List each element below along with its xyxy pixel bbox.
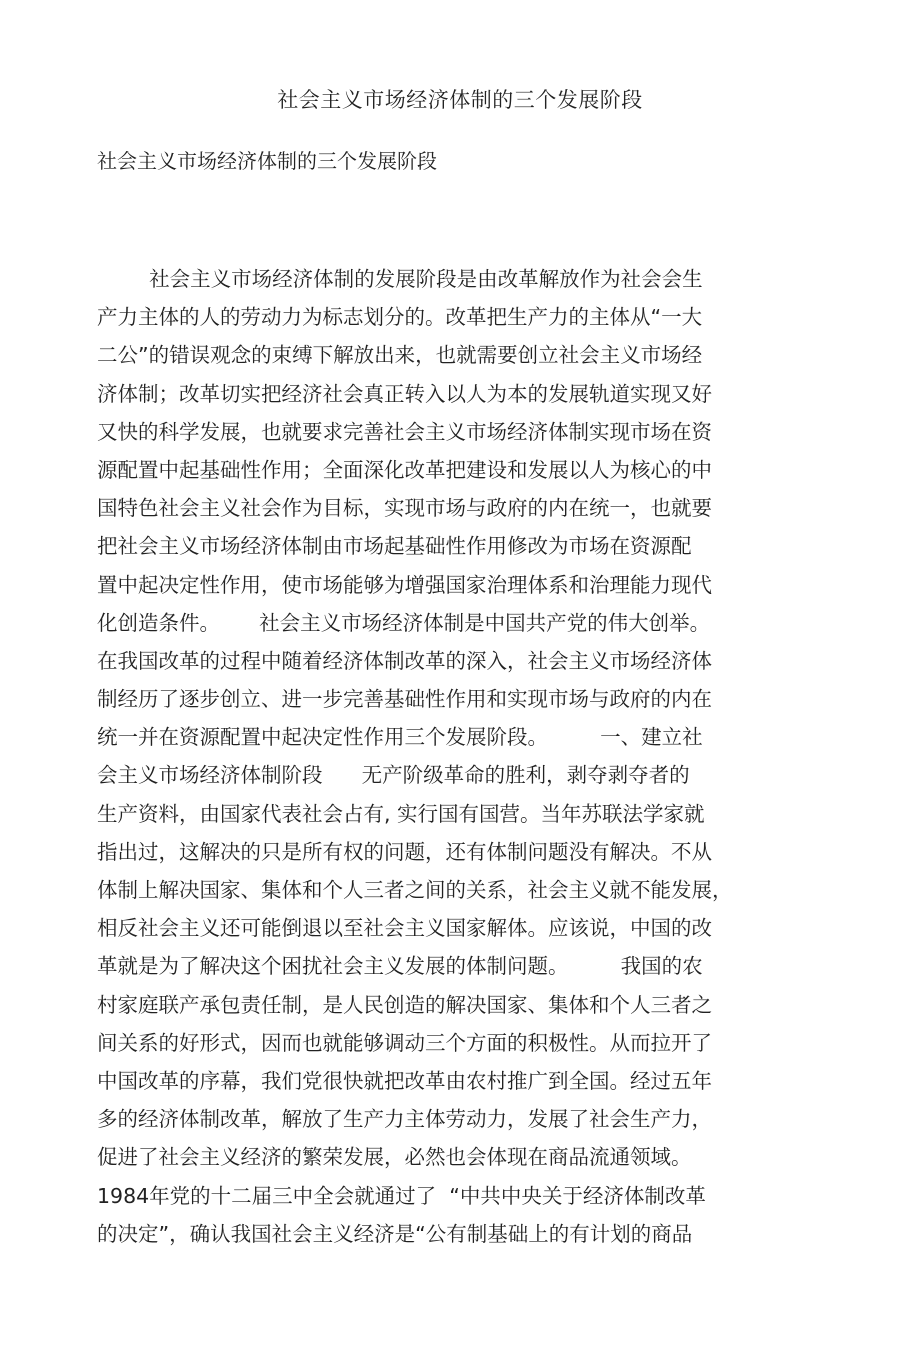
body-line: 在我国改革的过程中随着经济体制改革的深入，社会主义市场经济体 [97,648,712,673]
body-line: 多的经济体制改革，解放了生产力主体劳动力，发展了社会生产力， [97,1107,712,1132]
body-line: 间关系的好形式，因而也就能够调动三个方面的积极性。从而拉开了 [97,1030,712,1055]
body-line: 国特色社会主义社会作为目标，实现市场与政府的内在统一，也就要 [97,496,712,521]
document-title: 社会主义市场经济体制的三个发展阶段 [277,88,643,112]
body-line: 生产资料，由国家代表社会占有, 实行国有国营。当年苏联法学家就 [97,801,705,826]
body-line: 相反社会主义还可能倒退以至社会主义国家解体。应该说，中国的改 [97,916,712,941]
body-line: 制经历了逐步创立、进一步完善基础性作用和实现市场与政府的内在 [97,687,712,712]
body-line: 把社会主义市场经济体制由市场起基础性作用修改为市场在资源配 [97,534,692,559]
body-line: 体制上解决国家、集体和个人三者之间的关系，社会主义就不能发展， [97,878,733,902]
body-line: 济体制；改革切实把经济社会真正转入以人为本的发展轨道实现又好 [97,381,712,406]
document-body [97,260,797,1253]
body-line: 1984年党的十二届三中全会就通过了 “中共中央关于经济体制改革 [97,1183,706,1208]
body-line: 二公”的错误观念的束缚下解放出来，也就需要创立社会主义市场经 [97,343,703,368]
body-line: 又快的科学发展，也就要求完善社会主义市场经济体制实现市场在资 [97,419,712,444]
body-line: 村家庭联产承包责任制，是人民创造的解决国家、集体和个人三者之 [97,992,712,1017]
body-line: 会主义市场经济体制阶段 无产阶级革命的胜利，剥夺剥夺者的 [97,763,690,788]
body-line: 促进了社会主义经济的繁荣发展，必然也会体现在商品流通领域。 [97,1145,692,1170]
body-line: 指出过，这解决的只是所有权的问题，还有体制问题没有解决。不从 [97,839,712,864]
body-line: 中国改革的序幕，我们党很快就把改革由农村推广到全国。经过五年 [97,1068,712,1093]
body-line: 革就是为了解决这个困扰社会主义发展的体制问题。 我国的农 [97,954,703,979]
body-line: 源配置中起基础性作用；全面深化改革把建设和发展以人为核心的中 [97,457,712,482]
body-line: 的决定”，确认我国社会主义经济是“公有制基础上的有计划的商品 [97,1221,693,1246]
body-line: 社会主义市场经济体制的发展阶段是由改革解放作为社会会生 [97,267,703,291]
body-line: 统一并在资源配置中起决定性作用三个发展阶段。 一、建立社 [97,725,703,750]
body-line: 置中起决定性作用，使市场能够为增强国家治理体系和治理能力现代 [97,572,712,597]
body-line: 化创造条件。 社会主义市场经济体制是中国共产党的伟大创举。 [97,610,711,635]
body-line: 产力主体的人的劳动力为标志划分的。改革把生产力的主体从“一大 [97,305,703,330]
document-subtitle: 社会主义市场经济体制的三个发展阶段 [97,149,437,173]
